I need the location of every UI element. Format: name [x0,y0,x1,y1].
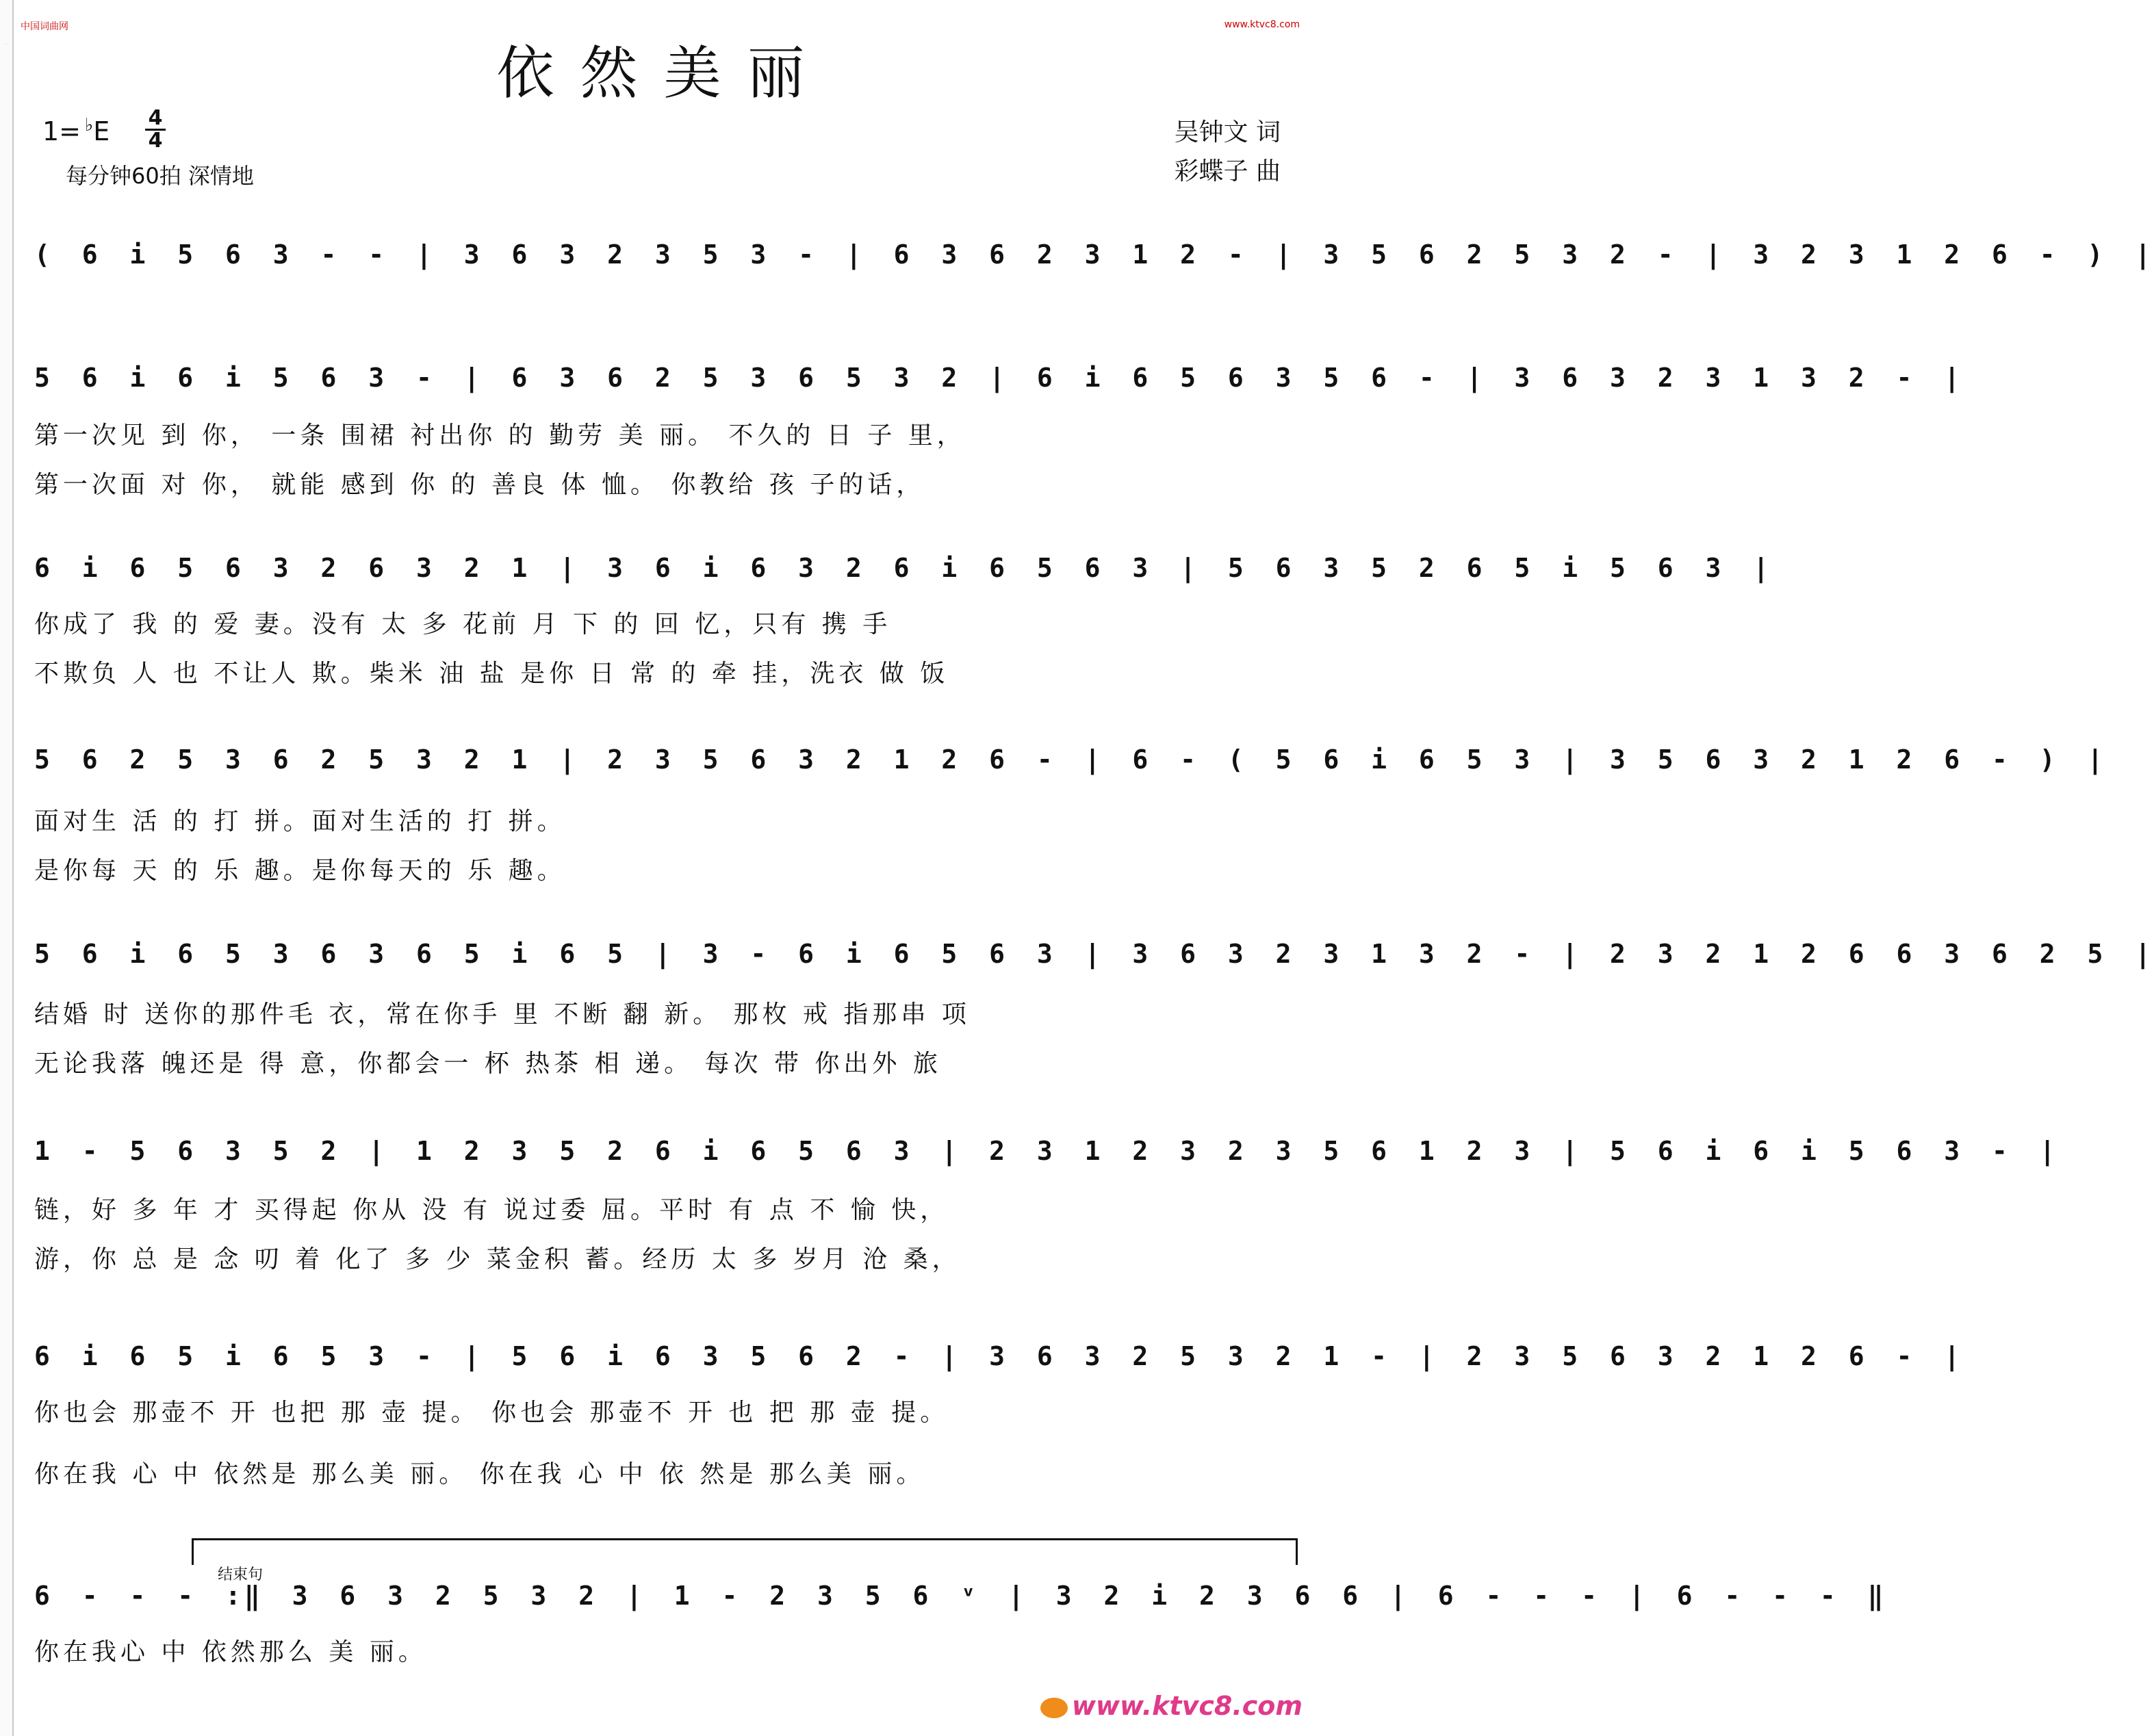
watermark-right: www.ktvc8.com [1224,19,1300,30]
key-prefix: 1= [42,116,81,146]
score-line [34,1136,2059,1189]
lyric-row: 第一次见 到 你， 一条 围裙 衬出你 的 勤劳 美 丽。 不久的 日 子 里， [34,422,966,450]
score-line [34,1581,1887,1634]
notation-row: 5 6 i 6 5 3 6 3 6 5 i 6 5 | 3 - 6 i 6 5 6 3 | 3 6 3 2 3 1 3 2 - | 2 3 2 1 2 6 6 3 6 2 5 | [34,939,2154,969]
margin-mark: · [5,41,8,48]
notation-row: 1 - 5 6 3 5 2 | 1 2 3 5 2 6 i 6 5 6 3 | 2 3 1 2 3 2 3 5 6 1 2 3 | 5 6 i 6 i 5 6 3 - | [34,1136,2059,1166]
lyric-row: 不欺负 人 也 不让人 欺。柴米 油 盐 是你 日 常 的 牵 挂，洗衣 做 饭 [34,660,949,688]
lyric-row: 你成了 我 的 爱 妻。没有 太 多 花前 月 下 的 回 忆，只有 携 手 [34,610,892,638]
lyric-row: 链，好 多 年 才 买得起 你从 没 有 说过委 屈。平时 有 点 不 愉 快， [34,1196,949,1224]
score-line [34,744,2107,798]
left-margin-strip [0,0,14,1736]
lyric-row: 你在我心 中 依然那么 美 丽。 [34,1638,427,1666]
lyric-row: 结婚 时 送你的那件毛 衣，常在你手 里 不断 翻 新。 那枚 戒 指那串 项 [34,1000,971,1028]
notation-row: 5 6 i 6 i 5 6 3 - | 6 3 6 2 5 3 6 5 3 2 | 6 i 6 5 6 3 5 6 - | 3 6 3 2 3 1 3 2 - | [34,363,1964,393]
time-signature [145,108,166,151]
key-note: E [93,116,110,146]
time-signature-bottom: 4 [145,129,166,151]
score-line [34,1341,1964,1395]
composer-credit: 彩蝶子 曲 [1174,157,1281,185]
lyric-row: 是你每 天 的 乐 趣。是你每天的 乐 趣。 [34,857,566,885]
song-title: 依然美丽 [496,40,831,107]
notation-row: 5 6 2 5 3 6 2 5 3 2 1 | 2 3 5 6 3 2 1 2 6 - | 6 - ( 5 6 i 6 5 3 | 3 5 6 3 2 1 2 6 - ) | [34,744,2107,775]
watermark-left: 中国词曲网 [21,21,68,32]
lyric-row: 你在我 心 中 依然是 那么美 丽。 你在我 心 中 依 然是 那么美 丽。 [34,1460,925,1488]
watermark-bottom-text: www.ktvc8.com [1071,1691,1303,1721]
key-signature [42,115,110,146]
flat-icon: ♭ [85,115,94,135]
logo-icon [1040,1698,1068,1718]
time-signature-top: 4 [148,106,163,130]
ending-bracket [192,1538,1298,1565]
score-line [34,939,2154,992]
score-line [34,239,2154,293]
notation-row: 6 i 6 5 6 3 2 6 3 2 1 | 3 6 i 6 3 2 6 i 6 5 6 3 | 5 6 3 5 2 6 5 i 5 6 3 | [34,553,1773,583]
watermark-bottom [1040,1691,1303,1721]
score-line [34,363,1964,416]
notation-row: 6 i 6 5 i 6 5 3 - | 5 6 i 6 3 5 6 2 - | 3 6 3 2 5 3 2 1 - | 2 3 5 6 3 2 1 2 6 - | [34,1341,1964,1371]
notation-row: ( 6 i 5 6 3 - - | 3 6 3 2 3 5 3 - | 6 3 6 2 3 1 2 - | 3 5 6 2 5 3 2 - | 3 2 3 1 2 6 - ) | [34,239,2154,270]
ending-label: 结束句 [218,1566,264,1583]
lyricist-credit: 吴钟文 词 [1174,118,1281,146]
lyric-row: 你也会 那壶不 开 也把 那 壶 提。 你也会 那壶不 开 也 把 那 壶 提。 [34,1399,949,1427]
lyric-row: 面对生 活 的 打 拼。面对生活的 打 拼。 [34,807,566,835]
lyric-row: 游，你 总 是 念 叨 着 化了 多 少 菜金积 蓄。经历 太 多 岁月 沧 桑， [34,1245,961,1273]
tempo-marking: 每分钟60拍 深情地 [66,163,254,189]
notation-row: 6 - - - :‖ 3 6 3 2 5 3 2 | 1 - 2 3 5 6 ᵛ | 3 2 i 2 3 6 6 | 6 - - - | 6 - - - ‖ [34,1581,1887,1611]
lyric-row: 第一次面 对 你， 就能 感到 你 的 善良 体 恤。 你教给 孩 子的话， [34,471,925,499]
lyric-row: 无论我落 魄还是 得 意，你都会一 杯 热茶 相 递。 每次 带 你出外 旅 [34,1050,942,1078]
score-line [34,553,1773,606]
